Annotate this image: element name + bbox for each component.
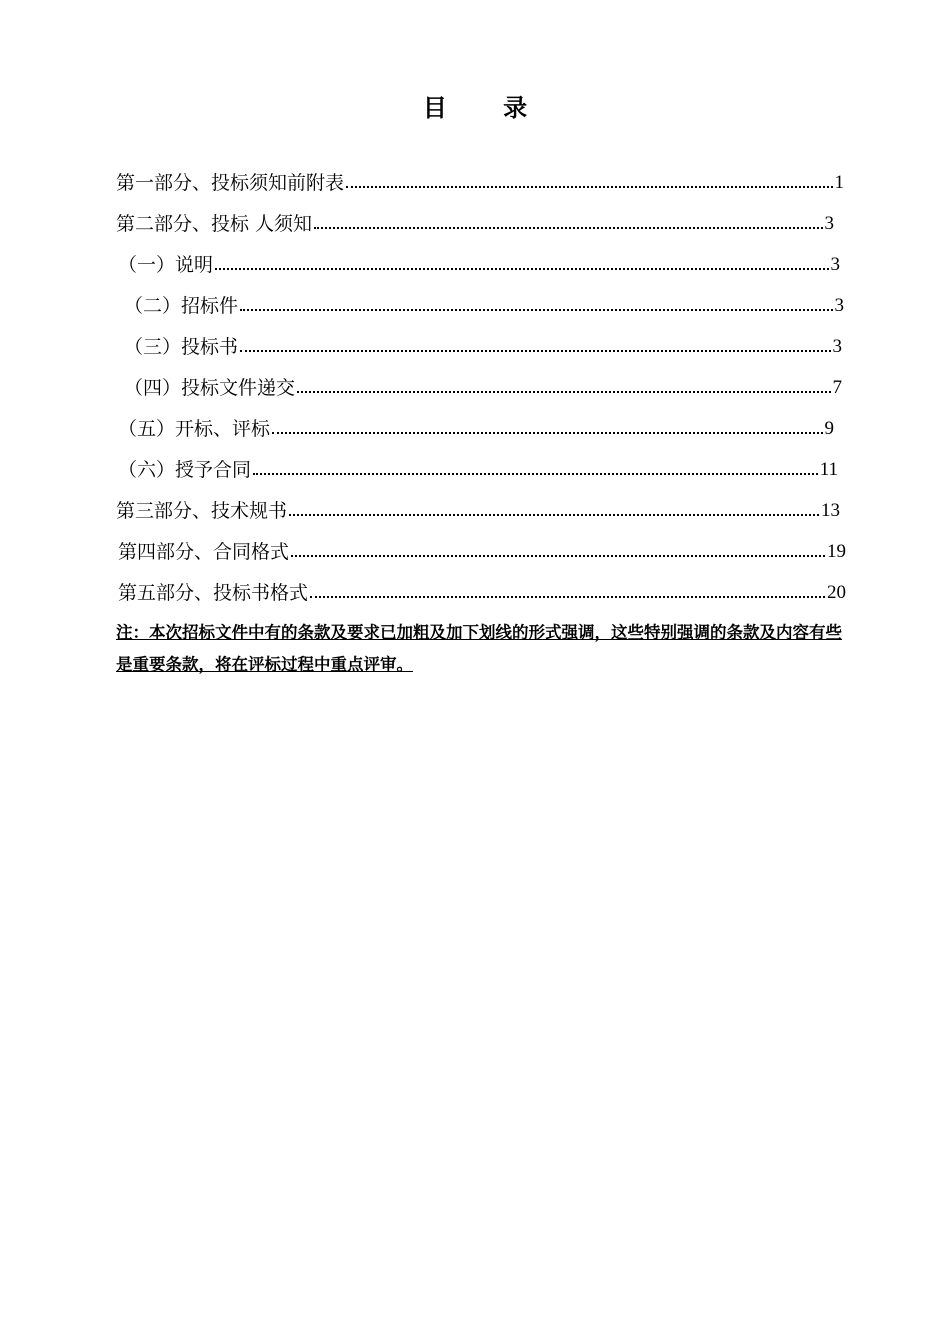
toc-entry-label: 第五部分、投标书格式 — [118, 582, 309, 604]
toc-dot-leader — [240, 332, 830, 362]
toc-entry-section1[interactable] — [118, 250, 840, 280]
page-title: 目 录 — [422, 93, 552, 122]
toc-page-number: 3 — [824, 213, 834, 234]
toc-entry-part4[interactable] — [118, 537, 846, 567]
toc-entry-label: （四）投标文件递交 — [124, 377, 296, 399]
toc-dot-leader — [346, 168, 832, 198]
toc-entry-label: （五）开标、评标 — [118, 418, 271, 440]
toc-entry-label: 第二部分、投标 人须知 — [116, 213, 313, 235]
toc-page-number: 3 — [830, 254, 840, 275]
toc-entry-part5[interactable] — [118, 578, 846, 608]
toc-entry-part2[interactable] — [116, 209, 834, 239]
toc-dot-leader — [240, 291, 832, 321]
toc-entry-label: （二）招标件 — [124, 295, 239, 317]
toc-entry-label: 第一部分、投标须知前附表 — [116, 172, 345, 194]
toc-page-number: 19 — [827, 541, 846, 562]
toc-page-number: 9 — [824, 418, 834, 439]
toc-entry-part1[interactable] — [116, 168, 844, 198]
toc-dot-leader — [253, 455, 818, 485]
toc-page-number: 20 — [827, 582, 846, 603]
toc-page-number: 7 — [832, 377, 842, 398]
toc-entry-section4[interactable] — [124, 373, 842, 403]
toc-entry-section2[interactable] — [124, 291, 844, 321]
toc-page-number: 13 — [821, 500, 840, 521]
toc-entry-section3[interactable] — [124, 332, 842, 362]
toc-entry-label: （三）投标书 — [124, 336, 239, 358]
toc-entry-section5[interactable] — [118, 414, 834, 444]
toc-dot-leader — [297, 373, 830, 403]
toc-dot-leader — [310, 578, 825, 608]
emphasis-note: 注：本次招标文件中有的条款及要求已加粗及加下划线的形式强调，这些特别强调的条款及内容有些是重要条款，将在评标过程中重点评审。 — [116, 623, 842, 674]
toc-page-number: 3 — [834, 295, 844, 316]
toc-page-number: 1 — [834, 172, 844, 193]
toc-entry-label: （六）授予合同 — [118, 459, 252, 481]
toc-dot-leader — [289, 496, 819, 526]
toc-page-number: 3 — [832, 336, 842, 357]
toc-dot-leader — [291, 537, 825, 567]
toc-dot-leader — [215, 250, 828, 280]
toc-entry-label: 第四部分、合同格式 — [118, 541, 290, 563]
toc-entry-label: 第三部分、技术规书 — [116, 500, 288, 522]
toc-page-number: 11 — [819, 459, 838, 480]
toc-entry-section6[interactable] — [118, 455, 838, 485]
toc-entry-label: （一）说明 — [118, 254, 214, 276]
toc-dot-leader — [272, 414, 822, 444]
toc-dot-leader — [314, 209, 822, 239]
toc-entry-part3[interactable] — [116, 496, 840, 526]
